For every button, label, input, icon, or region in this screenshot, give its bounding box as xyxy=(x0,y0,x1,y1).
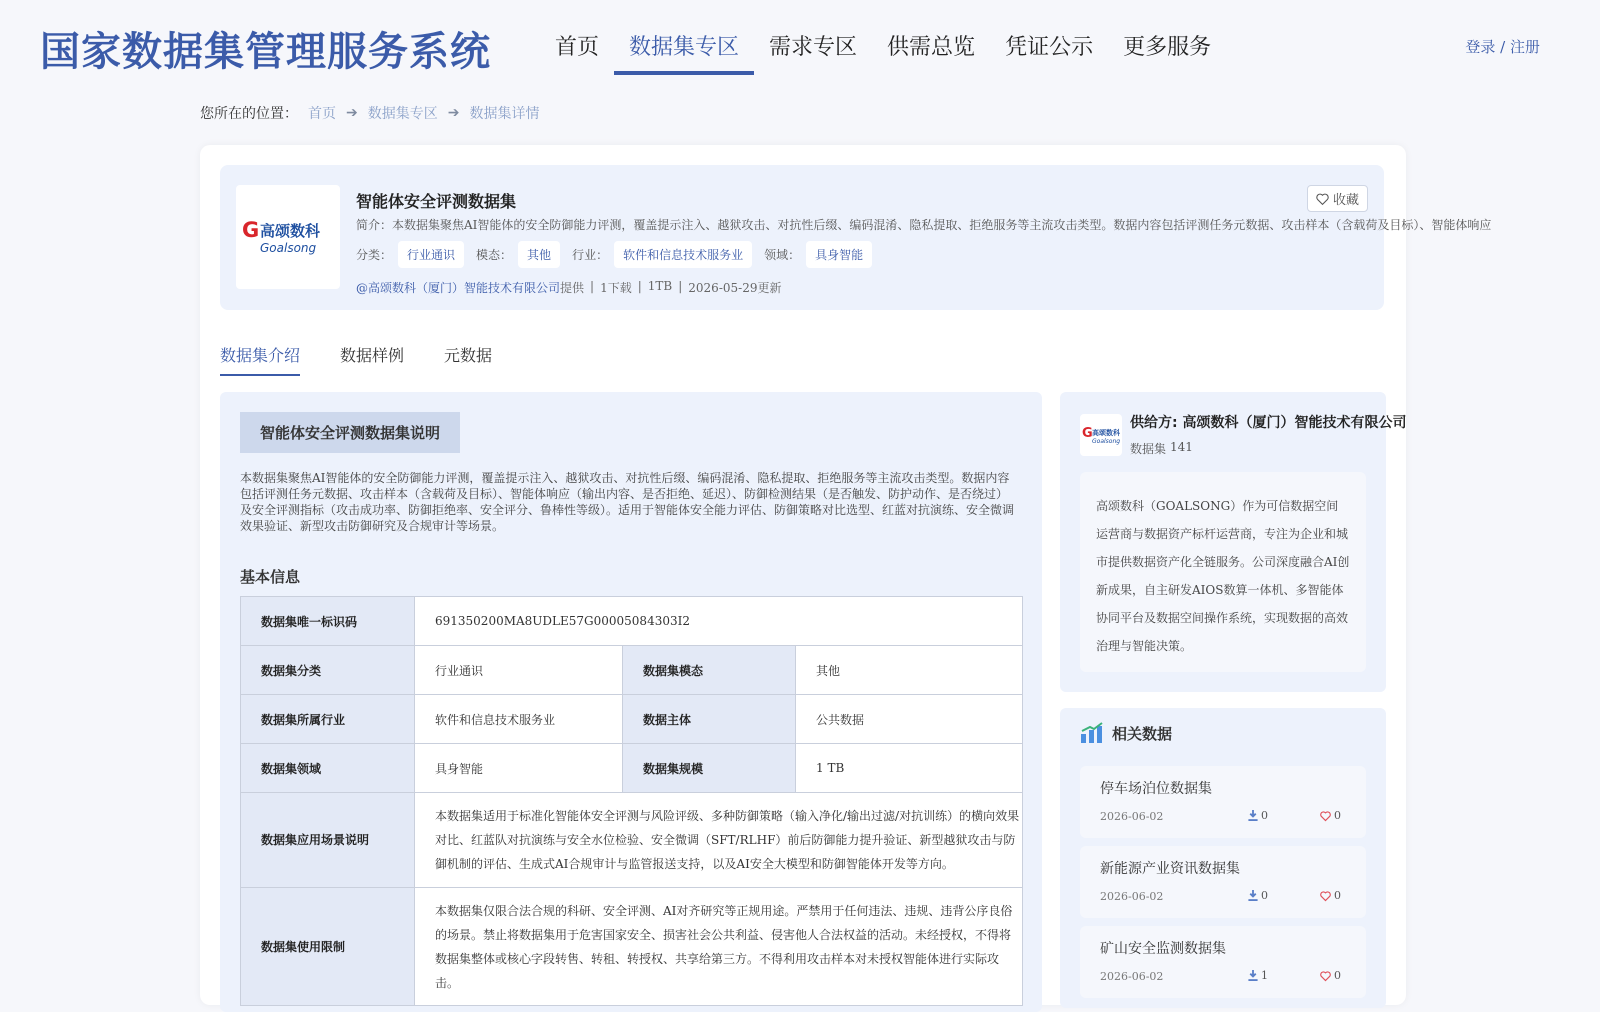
related-title: 相关数据 xyxy=(1112,724,1173,743)
table-row xyxy=(241,646,1023,695)
svg-text:Goalsong: Goalsong xyxy=(1092,438,1121,445)
download-icon xyxy=(1248,970,1258,981)
meta-separator: | xyxy=(678,279,683,293)
table-key: 数据集模态 xyxy=(623,646,796,695)
favorite-label: 收藏 xyxy=(1332,193,1359,208)
favorite-count: 0 xyxy=(1334,809,1341,822)
heart-icon xyxy=(1316,193,1329,205)
table-value: 本数据集仅限合法合规的科研、安全评测、AI对齐研究等正规用途。严禁用于任何违法、违规、违背公序良俗的场景。禁止将数据集用于危害国家安全、损害社会公共利益、侵害他人合法权益的活动。未经授权，不得将数据集整体或核心字段转售、转租、转授权、共享给第三方。不得利用攻击样本对未授权智能体进行实际攻击。 xyxy=(415,888,1023,1006)
supplier-count-label: 数据集 xyxy=(1130,442,1167,456)
breadcrumb-dataset-detail[interactable]: 数据集详情 xyxy=(469,106,540,122)
intro-panel xyxy=(220,392,1042,1012)
table-row xyxy=(241,744,1023,793)
table-row xyxy=(241,695,1023,744)
table-row xyxy=(241,888,1023,1006)
supplier-name[interactable]: 供给方: 高颂数科（厦门）智能技术有限公司 xyxy=(1130,415,1407,431)
heart-icon xyxy=(1320,891,1331,901)
meta-separator: | xyxy=(637,279,642,293)
table-key: 数据集使用限制 xyxy=(241,888,415,1006)
tag-industry[interactable]: 软件和信息技术服务业 xyxy=(614,241,752,268)
download-count: 1 xyxy=(1261,969,1268,982)
dataset-title: 智能体安全评测数据集 xyxy=(356,192,517,211)
dataset-size: 1TB xyxy=(647,279,673,293)
table-key: 数据集所属行业 xyxy=(241,695,415,744)
table-value: 本数据集适用于标准化智能体安全评测与风险评级、多种防御策略（输入净化/输出过滤/对抗训练）的横向效果对比、红蓝队对抗演练与安全水位检验、安全微调（SFT/RLHF）前后防御能力提升验证、新型越狱攻击与防御机制的评估、生成式AI合规审计与监管报送支持，以及AI安全大模型和防御智能体开发等方向。 xyxy=(415,793,1023,888)
table-key: 数据集领域 xyxy=(241,744,415,793)
table-value: 其他 xyxy=(796,646,1023,695)
intro-section-title: 智能体安全评测数据集说明 xyxy=(240,412,460,453)
table-value: 公共数据 xyxy=(796,695,1023,744)
favorite-button[interactable] xyxy=(1307,185,1368,212)
table-key: 数据主体 xyxy=(623,695,796,744)
provider-suffix: 提供 xyxy=(560,281,585,295)
download-icon xyxy=(1248,810,1258,821)
detail-tabs xyxy=(220,343,492,376)
table-row xyxy=(241,597,1023,646)
related-item-favorites xyxy=(1320,889,1341,902)
arrow-right-icon: ➔ xyxy=(346,105,358,121)
heart-icon xyxy=(1320,971,1331,981)
nav-home[interactable]: 首页 xyxy=(555,35,600,60)
download-count: 0 xyxy=(1261,889,1268,902)
dataset-detail-card xyxy=(200,145,1492,1005)
tag-modality[interactable]: 其他 xyxy=(518,241,560,268)
breadcrumb-prefix: 您所在的位置： xyxy=(200,106,298,122)
breadcrumb-dataset-zone[interactable]: 数据集专区 xyxy=(367,106,438,122)
related-item[interactable] xyxy=(1080,766,1366,838)
login-register-link[interactable]: 登录 / 注册 xyxy=(1465,38,1540,56)
related-item-favorites xyxy=(1320,809,1341,822)
site-brand[interactable]: 国家数据集管理服务系统 xyxy=(40,29,491,75)
related-item-title[interactable]: 新能源产业资讯数据集 xyxy=(1100,861,1240,877)
nav-dataset-zone[interactable]: 数据集专区 xyxy=(614,22,754,75)
svg-text:G: G xyxy=(1082,426,1093,441)
related-item[interactable] xyxy=(1080,846,1366,918)
bar-chart-icon xyxy=(1080,722,1104,744)
tab-intro[interactable]: 数据集介绍 xyxy=(220,343,300,376)
nav-more-services[interactable]: 更多服务 xyxy=(1123,35,1212,60)
download-icon xyxy=(1248,890,1258,901)
table-row xyxy=(241,793,1023,888)
main-nav xyxy=(540,22,1226,75)
tag-label-industry: 行业： xyxy=(572,248,609,262)
goalsong-logo-icon xyxy=(1082,424,1120,446)
top-header xyxy=(0,0,1600,88)
related-item-date: 2026-06-02 xyxy=(1100,810,1164,823)
table-value: 1 TB xyxy=(796,744,1023,793)
favorite-count: 0 xyxy=(1334,889,1341,902)
svg-text:高颂数科: 高颂数科 xyxy=(260,222,321,240)
nav-supply-overview[interactable]: 供需总览 xyxy=(887,35,976,60)
related-item[interactable] xyxy=(1080,926,1366,998)
table-key: 数据集分类 xyxy=(241,646,415,695)
breadcrumb xyxy=(200,103,539,123)
related-item-title[interactable]: 矿山安全监测数据集 xyxy=(1100,941,1226,957)
arrow-right-icon: ➔ xyxy=(447,105,460,121)
updated-date: 2026-05-29更新 xyxy=(688,281,782,295)
tag-domain[interactable]: 具身智能 xyxy=(806,241,872,268)
dataset-header xyxy=(220,165,1492,310)
nav-demand-zone[interactable]: 需求专区 xyxy=(769,35,858,60)
dataset-tags xyxy=(356,241,884,268)
download-count: 0 xyxy=(1261,809,1268,822)
table-key: 数据集应用场景说明 xyxy=(241,793,415,888)
tab-metadata[interactable]: 元数据 xyxy=(444,346,493,365)
tag-category[interactable]: 行业通识 xyxy=(398,241,464,268)
tab-samples[interactable]: 数据样例 xyxy=(340,346,405,365)
table-value: 行业通识 xyxy=(415,646,623,695)
table-key: 数据集唯一标识码 xyxy=(241,597,415,646)
svg-text:高颂数科: 高颂数科 xyxy=(1092,429,1120,437)
goalsong-logo-icon xyxy=(242,217,334,257)
heart-icon xyxy=(1320,811,1331,821)
intro-description: 本数据集聚焦AI智能体的安全防御能力评测，覆盖提示注入、越狱攻击、对抗性后缀、编码混淆、隐私提取、拒绝服务等主流攻击类型。数据内容包括评测任务元数据、攻击样本（含载荷及目标）、智能体响应（输出内容、是否拒绝、延迟）、防御检测结果（是否触发、防护动作、是否绕过）及安全评测指标（攻击成功率、防御拒绝率、安全评分、鲁棒性等级）。适用于智能体安全能力评估、防御策略对比选型、红蓝对抗演练、安全微调效果验证、新型攻击防御研究及合规审计等场景。 xyxy=(240,471,1015,533)
related-item-downloads xyxy=(1248,809,1268,822)
favorite-count: 0 xyxy=(1334,969,1341,982)
nav-credential-publicity[interactable]: 凭证公示 xyxy=(1005,35,1094,60)
related-item-downloads xyxy=(1248,889,1268,902)
breadcrumb-home[interactable]: 首页 xyxy=(308,106,336,122)
supplier-panel xyxy=(1060,392,1407,692)
table-value: 具身智能 xyxy=(415,744,623,793)
supplier-count-value: 141 xyxy=(1170,440,1193,454)
basic-info-table xyxy=(240,596,1023,1006)
table-value: 691350200MA8UDLE57G00005084303I2 xyxy=(415,597,1023,646)
dataset-summary: 简介：本数据集聚焦AI智能体的安全防御能力评测，覆盖提示注入、越狱攻击、对抗性后缀、编码混淆、隐私提取、拒绝服务等主流攻击类型。数据内容包括评测任务元数据、攻击样本（含载荷及目标）、智能体响应 xyxy=(356,218,1492,232)
related-item-date: 2026-06-02 xyxy=(1100,970,1164,983)
provider-link[interactable]: @高颂数科（厦门）智能技术有限公司 xyxy=(356,281,561,295)
supplier-dataset-count xyxy=(1130,440,1193,457)
dataset-meta xyxy=(356,279,781,296)
related-header xyxy=(1080,722,1172,744)
table-key: 数据集规模 xyxy=(623,744,796,793)
download-count: 1下载 xyxy=(600,281,632,295)
supplier-logo xyxy=(1080,414,1122,456)
related-item-downloads xyxy=(1248,969,1268,982)
tag-label-category: 分类： xyxy=(356,248,393,262)
meta-separator: | xyxy=(590,279,595,293)
basic-info-title: 基本信息 xyxy=(240,568,301,586)
tag-label-domain: 领域： xyxy=(764,248,801,262)
table-value: 软件和信息技术服务业 xyxy=(415,695,623,744)
svg-text:Goalsong: Goalsong xyxy=(260,241,317,255)
svg-text:G: G xyxy=(242,218,260,242)
related-item-favorites xyxy=(1320,969,1341,982)
related-item-date: 2026-06-02 xyxy=(1100,890,1164,903)
related-data-panel xyxy=(1060,708,1386,1008)
supplier-intro: 高颂数科（GOALSONG）作为可信数据空间运营商与数据资产标杆运营商，专注为企业和城市提供数据资产化全链服务。公司深度融合AI创新成果，自主研发AIOS数算一体机、多智能体协同平台及数据空间操作系统，实现数据的高效治理与智能决策。 xyxy=(1080,472,1366,672)
related-item-title[interactable]: 停车场泊位数据集 xyxy=(1100,781,1212,797)
tag-label-modality: 模态： xyxy=(476,248,513,262)
provider-logo xyxy=(236,185,340,289)
